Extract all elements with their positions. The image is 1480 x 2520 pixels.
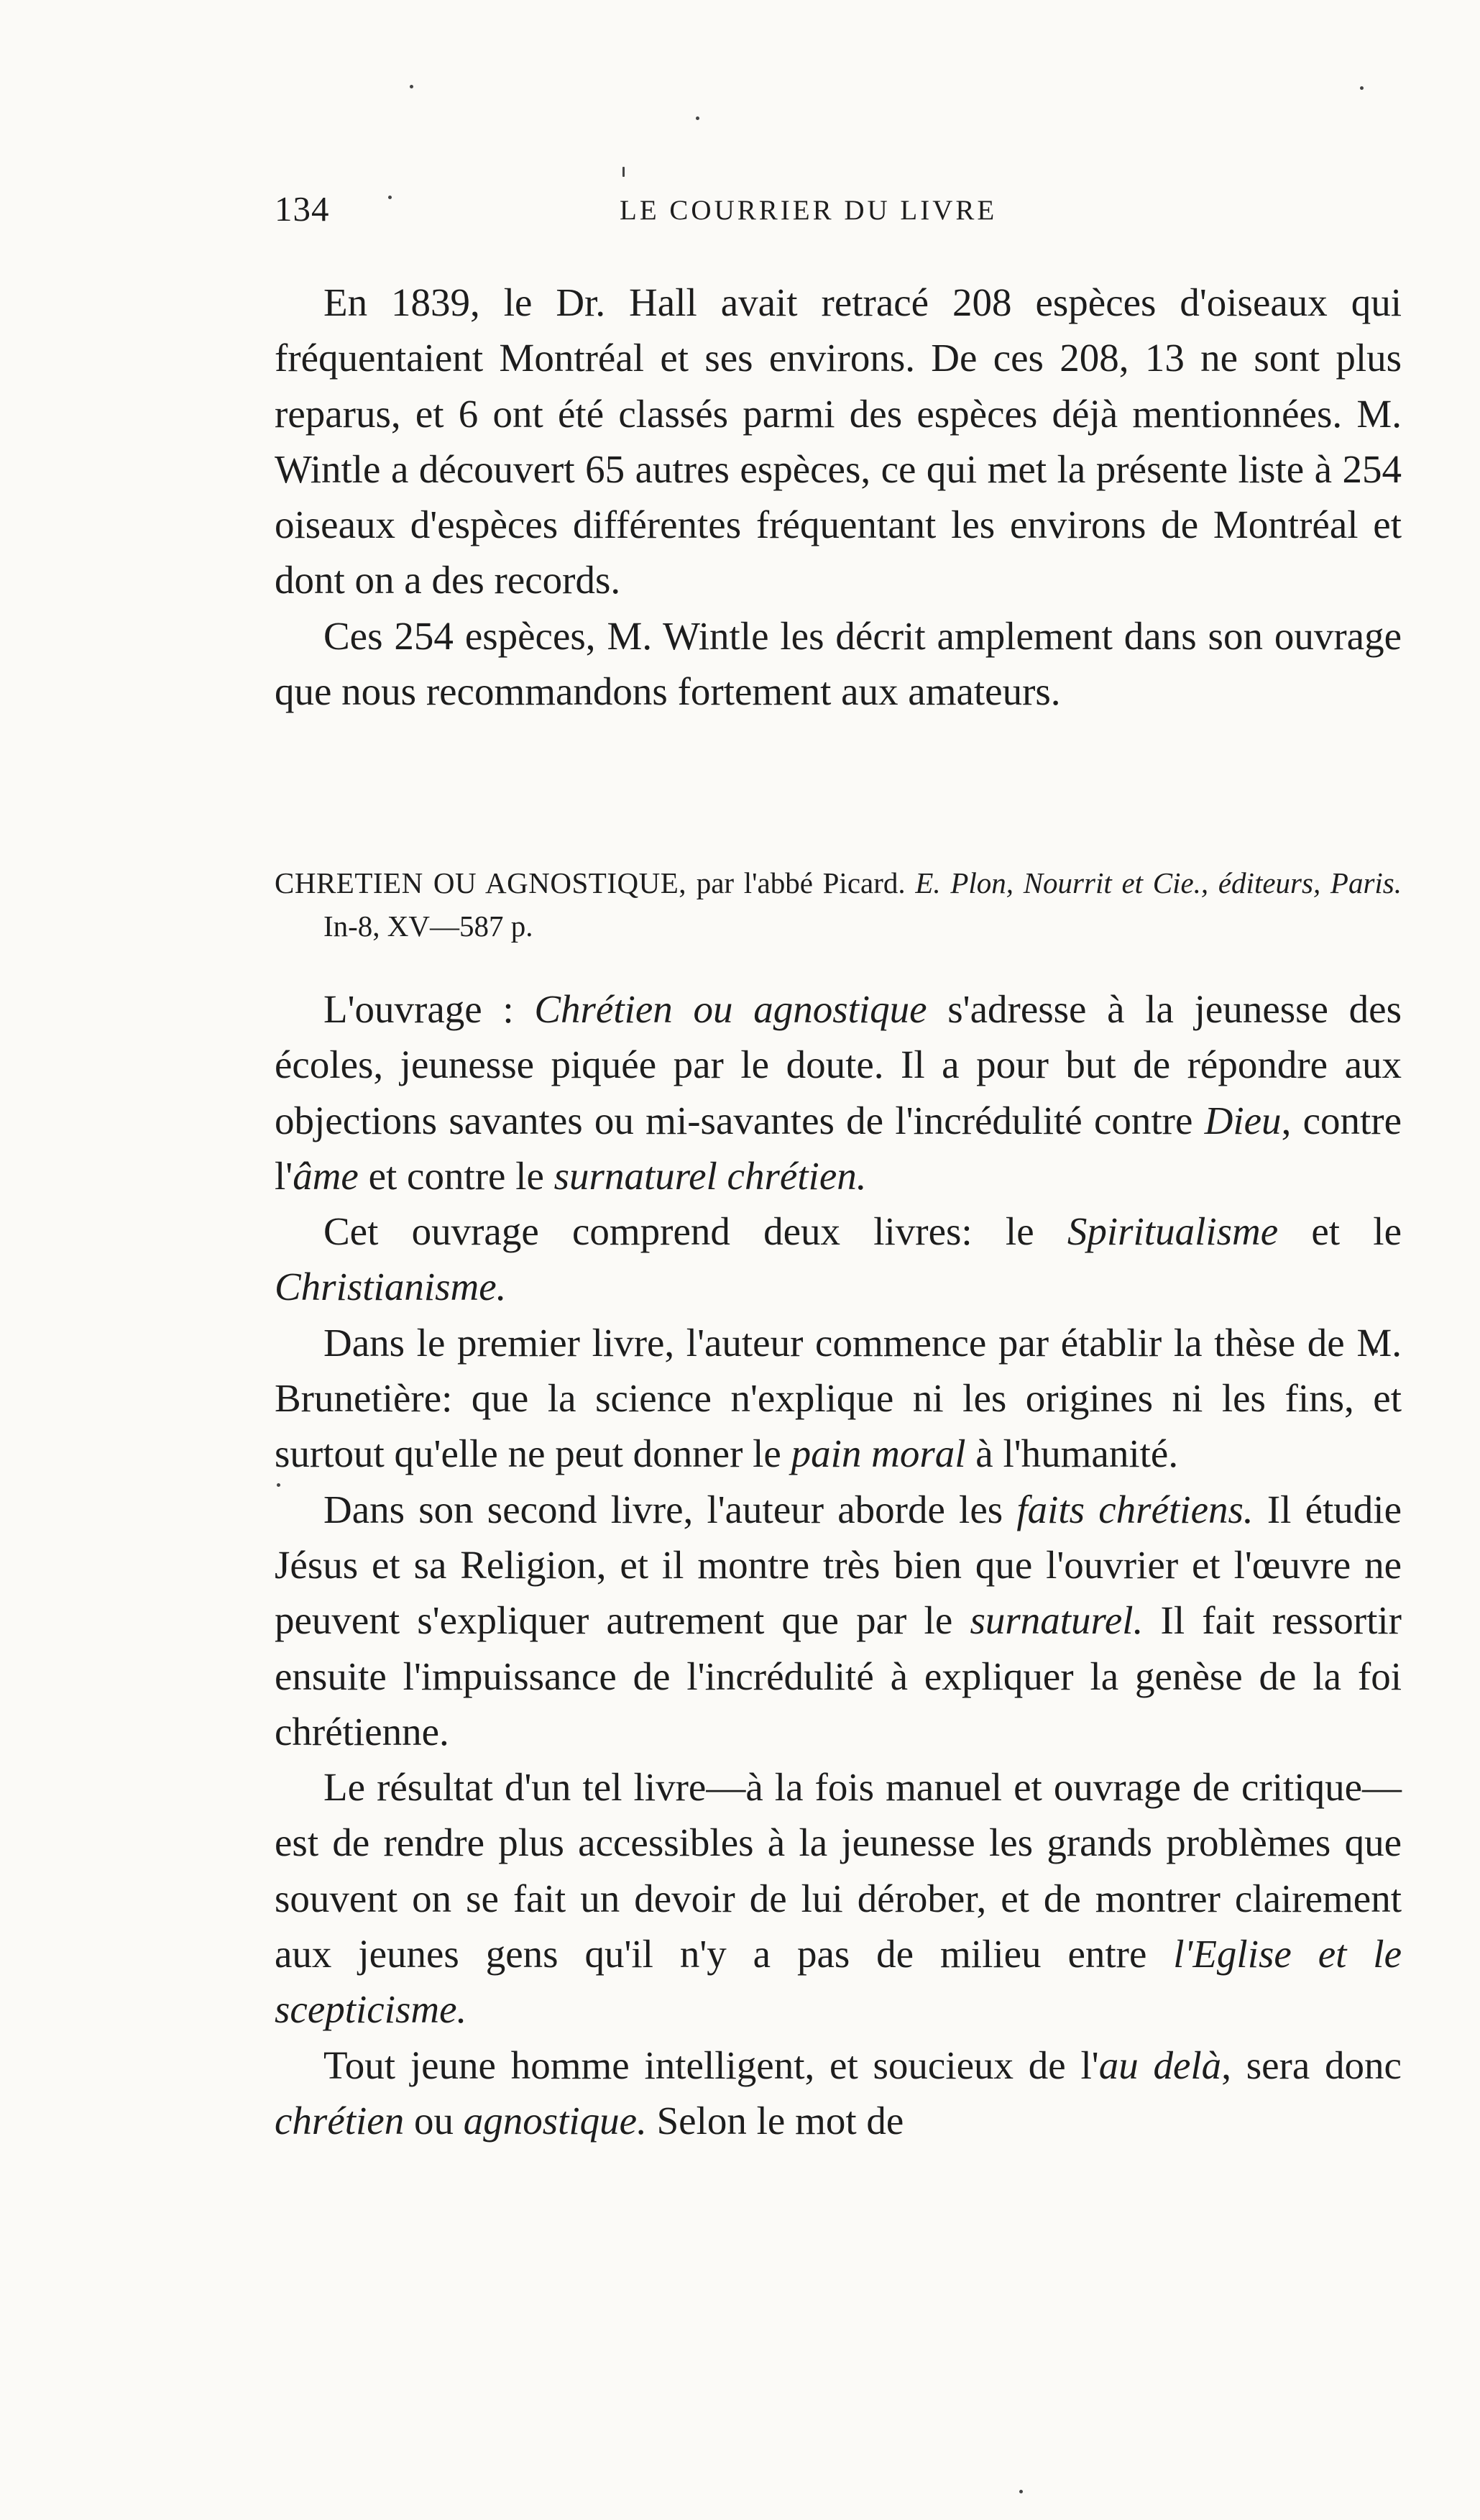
italic-run: pain moral — [791, 1431, 966, 1476]
book-author: par l'abbé Picard. — [696, 866, 906, 899]
italic-run: Spiritualisme — [1067, 1209, 1279, 1254]
book-publisher: E. Plon, Nourrit et Cie., éditeurs, Paris. — [915, 866, 1402, 899]
text-run: Tout jeune homme intelligent, et soucieux de l' — [323, 2043, 1099, 2087]
review-paragraph-2 — [275, 1204, 1402, 1315]
text-run: Dans le premier livre, l'auteur commence par établir la thèse de M. Brunetière: que la science n'explique ni les origines ni les fins, et surtout qu'elle ne peut donner le — [275, 1320, 1402, 1476]
italic-run: faits chrétiens. — [1016, 1487, 1254, 1531]
review-paragraph-1 — [275, 981, 1402, 1204]
book-format: In-8, XV—587 p. — [323, 910, 533, 943]
italic-run: Dieu — [1204, 1098, 1282, 1142]
italic-run: l'Eglise et le scepticisme. — [275, 1932, 1402, 2032]
review-paragraph-4 — [275, 1482, 1402, 1759]
text-run: et le — [1278, 1209, 1402, 1254]
page-number: 134 — [275, 189, 330, 229]
text-run: , contre l' — [275, 1098, 1402, 1198]
page-header — [275, 188, 1087, 239]
intro-section — [275, 275, 1402, 719]
text-run: et contre le — [358, 1153, 554, 1198]
text-run: , sera donc — [1221, 2043, 1402, 2087]
book-title: CHRETIEN OU AGNOSTIQUE, — [275, 866, 686, 899]
review-section — [275, 981, 1402, 2148]
italic-run: Chrétien ou agnostique — [534, 987, 927, 1031]
italic-run: au delà — [1098, 2043, 1222, 2087]
italic-run: agnostique. — [463, 2098, 647, 2143]
text-run: s'adresse à la jeunesse des écoles, jeunesse piquée par le doute. Il a pour but de répondre aux objections savantes ou mi-savantes de l'incrédulité contre — [275, 987, 1402, 1142]
italic-run: chrétien — [275, 2098, 405, 2143]
italic-run: surnaturel chrétien. — [553, 1153, 867, 1198]
text-run: à l'humanité. — [965, 1431, 1179, 1476]
text-run: Dans son second livre, l'auteur aborde les — [323, 1487, 1017, 1531]
bibliography-entry — [275, 861, 1402, 948]
text-run: Le résultat d'un tel livre—à la fois manuel et ouvrage de critique—est de rendre plus accessibles à la jeunesse les grands problèmes que souvent on se fait un devoir de lui dérober, et de montrer clairement aux jeunes gens qu'il n'y a pas de milieu entre — [275, 1765, 1402, 1976]
italic-run: Christianisme. — [275, 1265, 507, 1309]
bibliography-text — [275, 861, 1402, 948]
text-run: L'ouvrage : — [323, 987, 535, 1031]
review-paragraph-3 — [275, 1315, 1402, 1482]
text-run: ou — [404, 2098, 464, 2143]
italic-run: surnaturel. — [970, 1598, 1144, 1643]
text-run: Il étudie Jésus et sa Religion, et il montre très bien que l'ouvrier et l'œuvre ne peuvent s'expliquer autrement que par le — [275, 1487, 1402, 1643]
text-run: Il fait ressortir ensuite l'impuissance de l'incrédulité à expliquer la genèse de la foi chrétienne. — [275, 1598, 1402, 1754]
intro-paragraph-2: Ces 254 espèces, M. Wintle les décrit amplement dans son ouvrage que nous recommandons fortement aux amateurs. — [275, 613, 1402, 714]
review-paragraph-6 — [275, 2038, 1402, 2149]
text-run: Selon le mot de — [646, 2098, 904, 2143]
review-paragraph-5 — [275, 1759, 1402, 2037]
text-run: Cet ouvrage comprend deux livres: le — [323, 1209, 1067, 1254]
italic-run: âme — [293, 1153, 359, 1198]
intro-paragraph-1: En 1839, le Dr. Hall avait retracé 208 espèces d'oiseaux qui fréquentaient Montréal et ses environs. De ces 208, 13 ne sont plus reparus, et 6 ont été classés parmi des espèces déjà mentionnées. M. Wintle a découvert 65 autres espèces, ce qui met la présente liste à 254 oiseaux d'espèces différentes fréquentant les environs de Montréal et dont on a des records. — [275, 280, 1402, 602]
running-title: LE COURRIER DU LIVRE — [620, 195, 998, 226]
